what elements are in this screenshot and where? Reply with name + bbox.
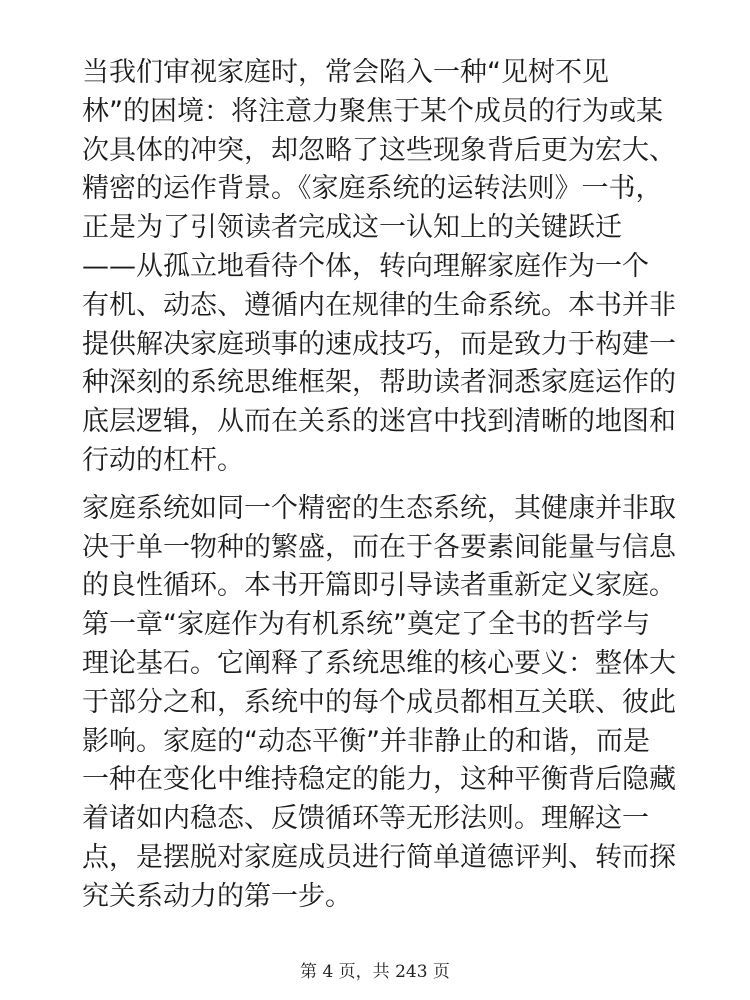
text-line: 底层逻辑，从而在关系的迷宫中找到清晰的地图和 xyxy=(82,406,676,438)
text-line: 一种在变化中维持稳定的能力，这种平衡背后隐藏 xyxy=(82,764,676,796)
text-line: 第一章“家庭作为有机系统”奠定了全书的哲学与 xyxy=(82,609,650,641)
text-line: 当我们审视家庭时，常会陷入一种“见树不见 xyxy=(82,57,609,88)
text-line: ——从孤立地看待个体，转向理解家庭作为一个 xyxy=(82,250,649,282)
paragraph-1 xyxy=(82,54,682,481)
text-line: 行动的杠杆。 xyxy=(82,444,244,476)
text-line: 点，是摆脱对家庭成员进行简单道德评判、转而探 xyxy=(82,841,676,873)
text-line: 林”的困境：将注意力聚焦于某个成员的行为或某 xyxy=(82,95,663,127)
text-line: 提供解决家庭琐事的速成技巧，而是致力于构建一 xyxy=(82,328,676,360)
text-line: 有机、动态、遵循内在规律的生命系统。本书并非 xyxy=(82,289,676,321)
text-line: 正是为了引领读者完成这一认知上的关键跃迁 xyxy=(82,212,622,244)
text-line: 着诸如内稳态、反馈循环等无形法则。理解这一 xyxy=(82,803,649,835)
page-number-footer: 第 4 页，共 243 页 xyxy=(300,962,450,982)
paragraph-2 xyxy=(82,490,682,917)
text-line: 次具体的冲突，却忽略了这些现象背后更为宏大、 xyxy=(82,134,676,166)
text-line: 影响。家庭的“动态平衡”并非静止的和谐，而是 xyxy=(82,725,650,757)
text-line: 种深刻的系统思维框架，帮助读者洞悉家庭运作的 xyxy=(82,367,676,399)
text-line: 究关系动力的第一步。 xyxy=(82,880,352,912)
body-text xyxy=(82,54,682,917)
text-line: 的良性循环。本书开篇即引导读者重新定义家庭。 xyxy=(82,570,676,602)
text-line: 家庭系统如同一个精密的生态系统，其健康并非取 xyxy=(82,492,676,524)
text-line: 精密的运作背景。《家庭系统的运转法则》一书， xyxy=(82,173,663,205)
text-line: 于部分之和，系统中的每个成员都相互关联、彼此 xyxy=(82,686,676,718)
text-line: 理论基石。它阐释了系统思维的核心要义：整体大 xyxy=(82,647,676,679)
text-line: 决于单一物种的繁盛，而在于各要素间能量与信息 xyxy=(82,531,676,563)
